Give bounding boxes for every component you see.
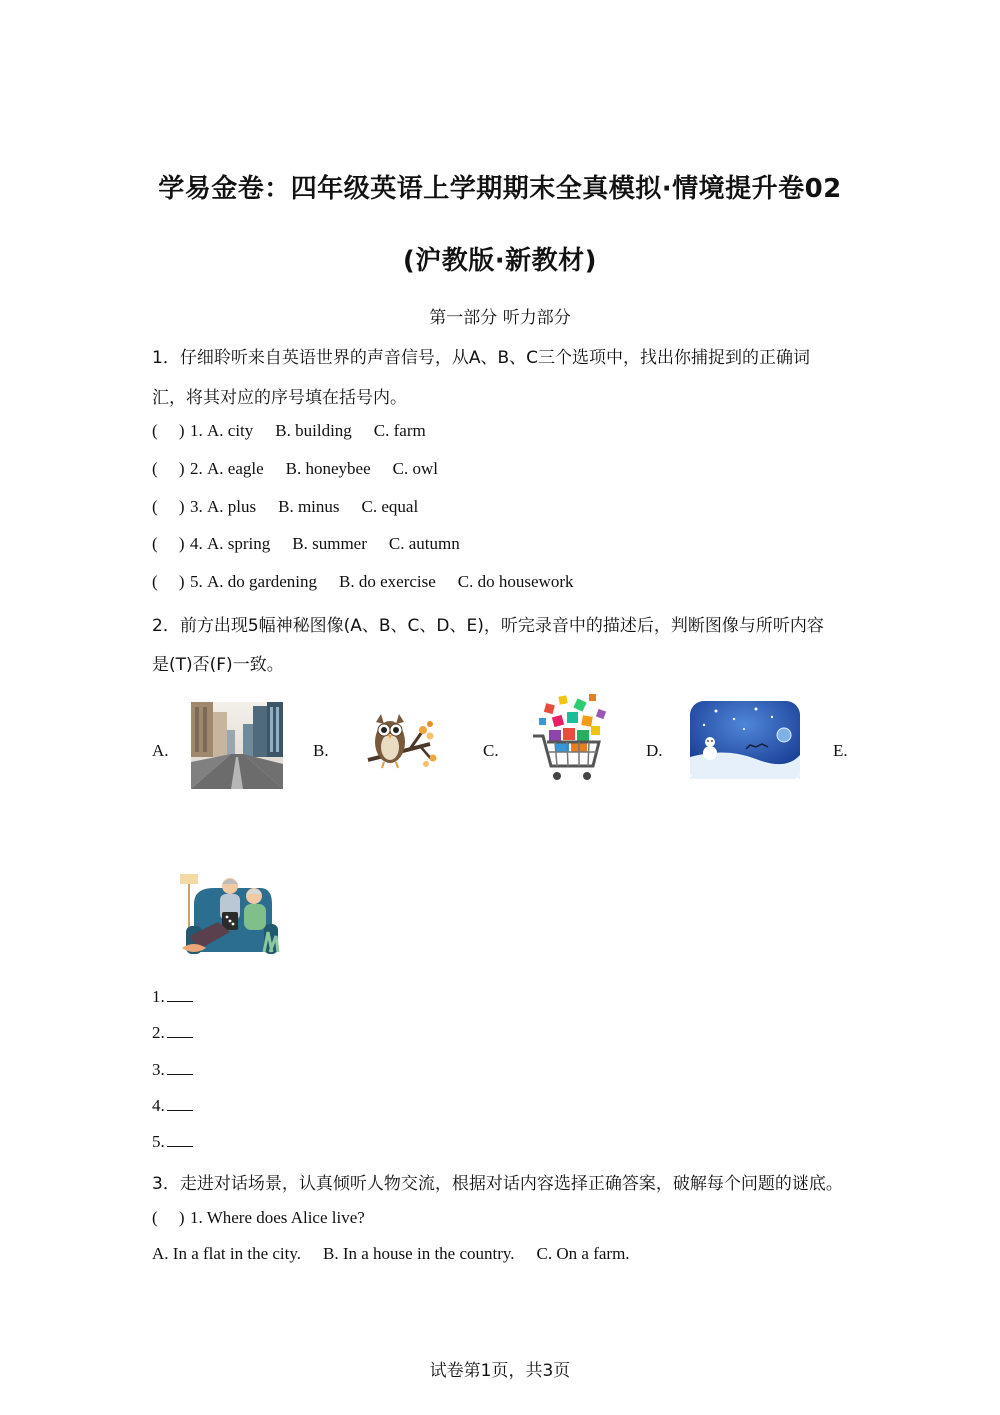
question-text: 1. Where does Alice live? (190, 1208, 365, 1227)
answer-parens[interactable]: ( ) (152, 459, 185, 478)
image-label-a: A. (152, 741, 169, 760)
q3-options (152, 1244, 652, 1264)
item-number: 5. (190, 572, 203, 591)
option-b: B. minus (278, 497, 340, 516)
blank-number: 4. (152, 1096, 165, 1115)
owl-image (360, 702, 440, 784)
answer-blank-row (152, 1132, 193, 1152)
answer-blank-row (152, 1096, 193, 1116)
option-a: A. spring (207, 534, 271, 553)
item-number: 3. (190, 497, 203, 516)
q3-question (152, 1208, 365, 1228)
page-title: 学易金卷：四年级英语上学期期末全真模拟·情境提升卷02 (158, 174, 842, 204)
winter-scene-image (686, 697, 804, 783)
answer-parens[interactable]: ( ) (152, 534, 185, 553)
answer-blank-row (152, 987, 193, 1007)
q1-item (152, 572, 596, 592)
q3-instruction: 3．走进对话场景，认真倾听人物交流，根据对话内容选择正确答案，破解每个问题的谜底。 (152, 1174, 843, 1194)
option-b: B. In a house in the country. (323, 1244, 515, 1263)
q2-instruction-line1: 2．前方出现5幅神秘图像(A、B、C、D、E)，听完录音中的描述后，判断图像与所听内容 (152, 616, 824, 636)
blank-number: 5. (152, 1132, 165, 1151)
image-label-d: D. (646, 741, 663, 760)
blank-number: 2. (152, 1023, 165, 1042)
option-b: B. summer (292, 534, 367, 553)
image-label-b: B. (313, 741, 329, 760)
item-number: 4. (190, 534, 203, 553)
option-b: B. building (275, 421, 352, 440)
blank-number: 1. (152, 987, 165, 1006)
shopping-cart-image (527, 690, 611, 786)
q1-item (152, 421, 448, 441)
option-c: C. equal (361, 497, 419, 516)
q2-instruction-line2: 是(T)否(F)一致。 (152, 655, 284, 675)
page-footer: 试卷第1页，共3页 (429, 1361, 571, 1381)
item-number: 2. (190, 459, 203, 478)
q1-instruction-line1: 1．仔细聆听来自英语世界的声音信号，从A、B、C三个选项中，找出你捕捉到的正确词 (152, 348, 810, 368)
option-a: A. plus (207, 497, 257, 516)
option-c: C. autumn (388, 534, 460, 553)
option-a: A. In a flat in the city. (152, 1244, 302, 1263)
option-c: C. owl (392, 459, 438, 478)
option-a: A. city (207, 421, 254, 440)
grandparents-image (164, 866, 280, 958)
section-heading: 第一部分 听力部分 (429, 308, 571, 328)
answer-parens[interactable]: ( ) (152, 572, 185, 591)
answer-blank-row (152, 1023, 193, 1043)
option-b: B. honeybee (285, 459, 371, 478)
answer-blank[interactable] (167, 1132, 193, 1147)
item-number: 1. (190, 421, 203, 440)
answer-blank[interactable] (167, 987, 193, 1002)
blank-number: 3. (152, 1060, 165, 1079)
q1-item (152, 459, 460, 479)
option-c: C. farm (373, 421, 426, 440)
option-a: A. do gardening (207, 572, 318, 591)
answer-blank-row (152, 1060, 193, 1080)
q1-item (152, 497, 440, 517)
image-label-c: C. (483, 741, 499, 760)
q1-instruction-line2: 汇，将其对应的序号填在括号内。 (152, 388, 407, 408)
answer-blank[interactable] (167, 1023, 193, 1038)
option-b: B. do exercise (339, 572, 436, 591)
answer-parens[interactable]: ( ) (152, 421, 185, 440)
q1-item (152, 534, 482, 554)
page-subtitle: (沪教版·新教材) (402, 246, 598, 276)
option-c: C. On a farm. (536, 1244, 630, 1263)
city-street-image (191, 702, 283, 789)
answer-blank[interactable] (167, 1060, 193, 1075)
image-label-e: E. (833, 741, 848, 760)
answer-parens[interactable]: ( ) (152, 497, 185, 516)
option-a: A. eagle (207, 459, 264, 478)
option-c: C. do housework (457, 572, 574, 591)
answer-blank[interactable] (167, 1096, 193, 1111)
answer-parens[interactable]: ( ) (152, 1208, 185, 1227)
